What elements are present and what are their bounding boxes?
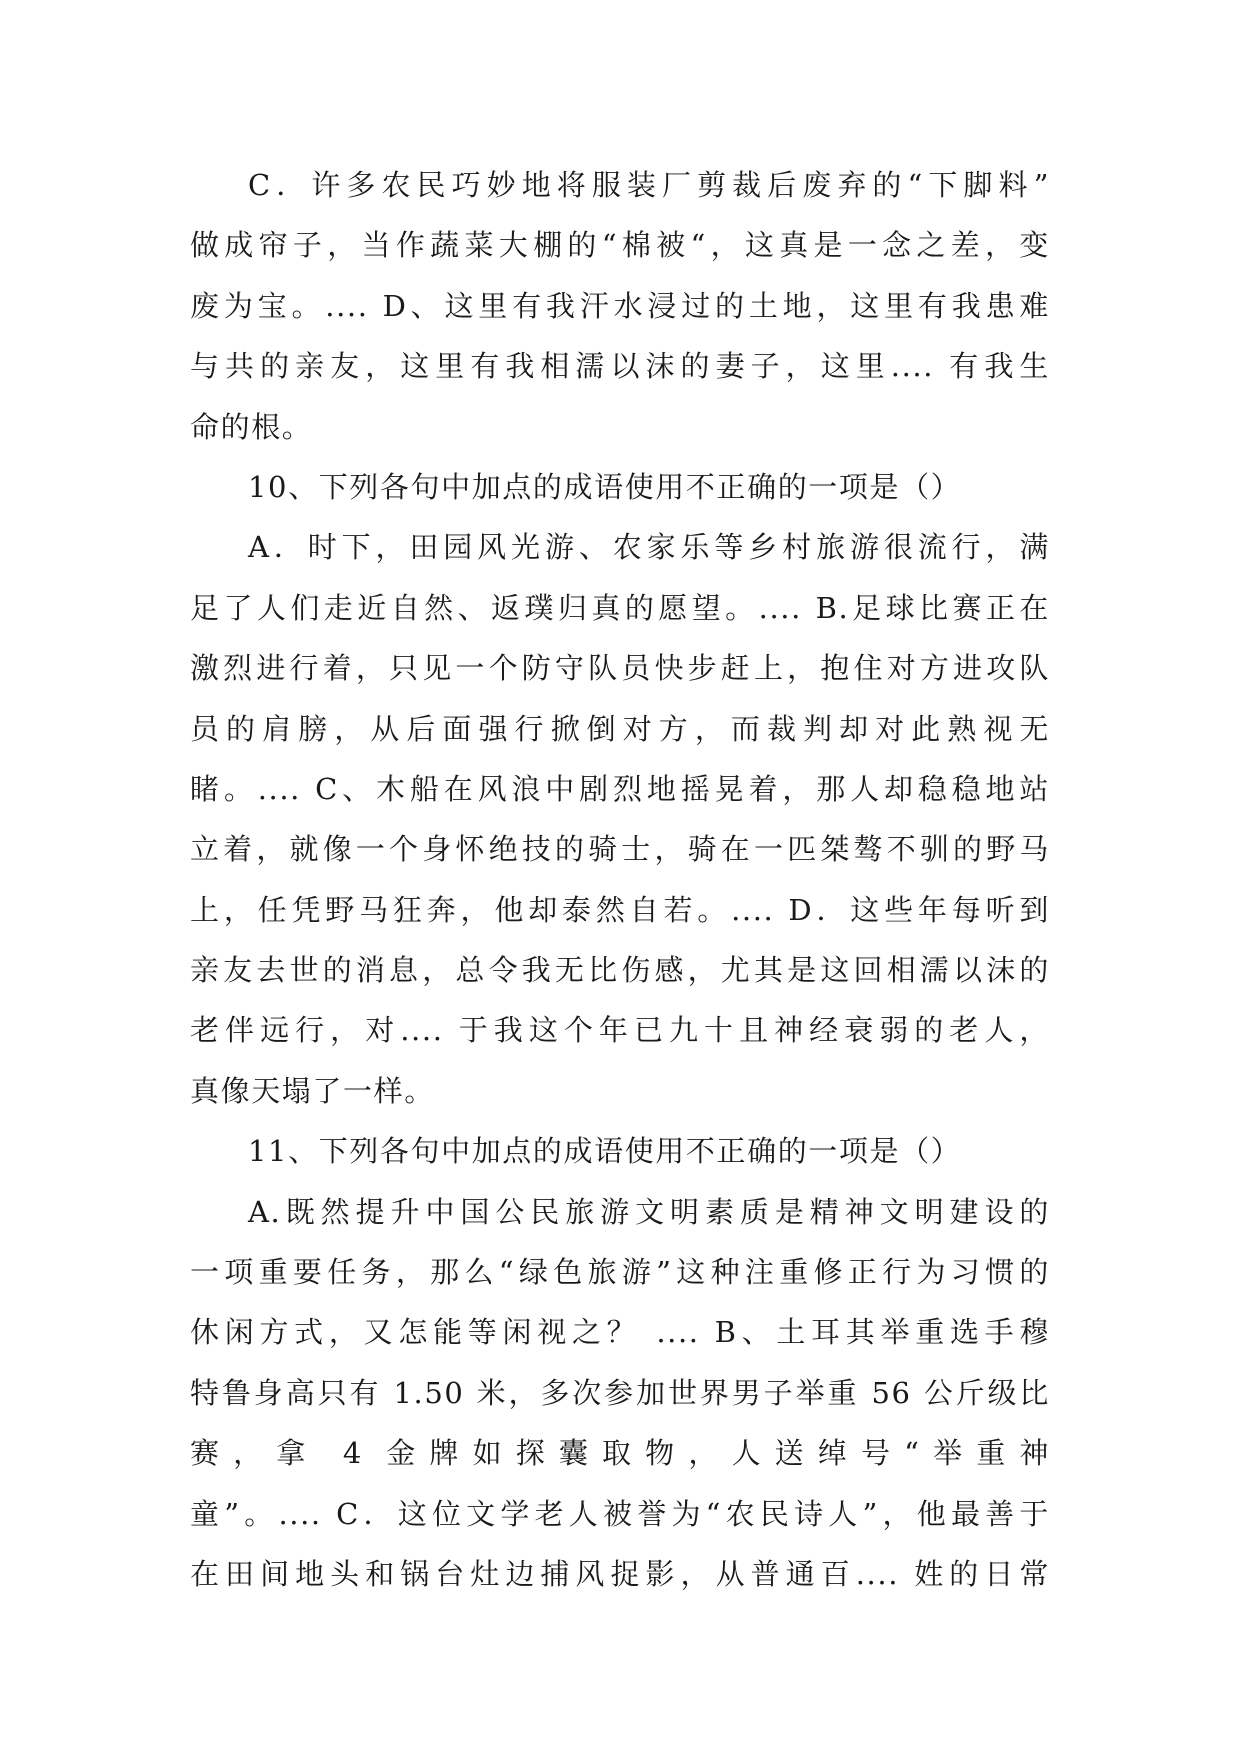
question-11-heading: 11、下列各句中加点的成语使用不正确的一项是（）	[248, 1134, 962, 1169]
text-line: A．时下，田园风光游、农家乐等乡村旅游很流行，满	[248, 530, 1050, 565]
text-line: 真像天塌了一样。	[190, 1073, 435, 1108]
text-line: 废为宝。.... D、这里有我汗水浸过的土地，这里有我患难	[190, 288, 1050, 323]
text-line: 童”。.... C．这位文学老人被誉为“农民诗人”，他最善于	[190, 1496, 1050, 1531]
text-line: 立着，就像一个身怀绝技的骑士，骑在一匹桀骜不驯的野马	[190, 832, 1050, 867]
text-line: 上，任凭野马狂奔，他却泰然自若。.... D．这些年每听到	[190, 892, 1050, 927]
text-line: 老伴远行，对.... 于我这个年已九十且神经衰弱的老人，	[190, 1013, 1050, 1048]
text-line: 员的肩膀，从后面强行掀倒对方，而裁判却对此熟视无	[190, 711, 1050, 746]
text-line: 激烈进行着，只见一个防守队员快步赶上，抱住对方进攻队	[190, 651, 1050, 686]
text-line: 与共的亲友，这里有我相濡以沫的妻子，这里.... 有我生	[190, 349, 1050, 384]
text-line: 做成帘子，当作蔬菜大棚的“棉被“，这真是一念之差，变	[190, 228, 1050, 263]
text-line: 在田间地头和锅台灶边捕风捉影，从普通百.... 姓的日常	[190, 1556, 1050, 1591]
text-line: 足了人们走近自然、返璞归真的愿望。.... B.足球比赛正在	[190, 590, 1050, 625]
text-line: 亲友去世的消息，总令我无比伤感，尤其是这回相濡以沫的	[190, 953, 1050, 988]
text-line: A.既然提升中国公民旅游文明素质是精神文明建设的	[248, 1194, 1050, 1229]
text-line: 一项重要任务，那么“绿色旅游”这种注重修正行为习惯的	[190, 1255, 1050, 1290]
text-line: 睹。.... C、木船在风浪中剧烈地摇晃着，那人却稳稳地站	[190, 771, 1050, 806]
question-10-heading: 10、下列各句中加点的成语使用不正确的一项是（）	[248, 469, 962, 504]
text-line: 特鲁身高只有 1.50 米，多次参加世界男子举重 56 公斤级比	[190, 1375, 1050, 1410]
text-line: C．许多农民巧妙地将服装厂剪裁后废弃的“下脚料”	[248, 168, 1050, 202]
text-line: 赛，拿 4 金牌如探囊取物，人送绰号“举重神	[190, 1436, 1050, 1471]
body-text	[190, 155, 1050, 1604]
text-line: 休闲方式，又怎能等闲视之？ .... B、土耳其举重选手穆	[190, 1315, 1050, 1350]
text-line: 命的根。	[190, 409, 313, 444]
